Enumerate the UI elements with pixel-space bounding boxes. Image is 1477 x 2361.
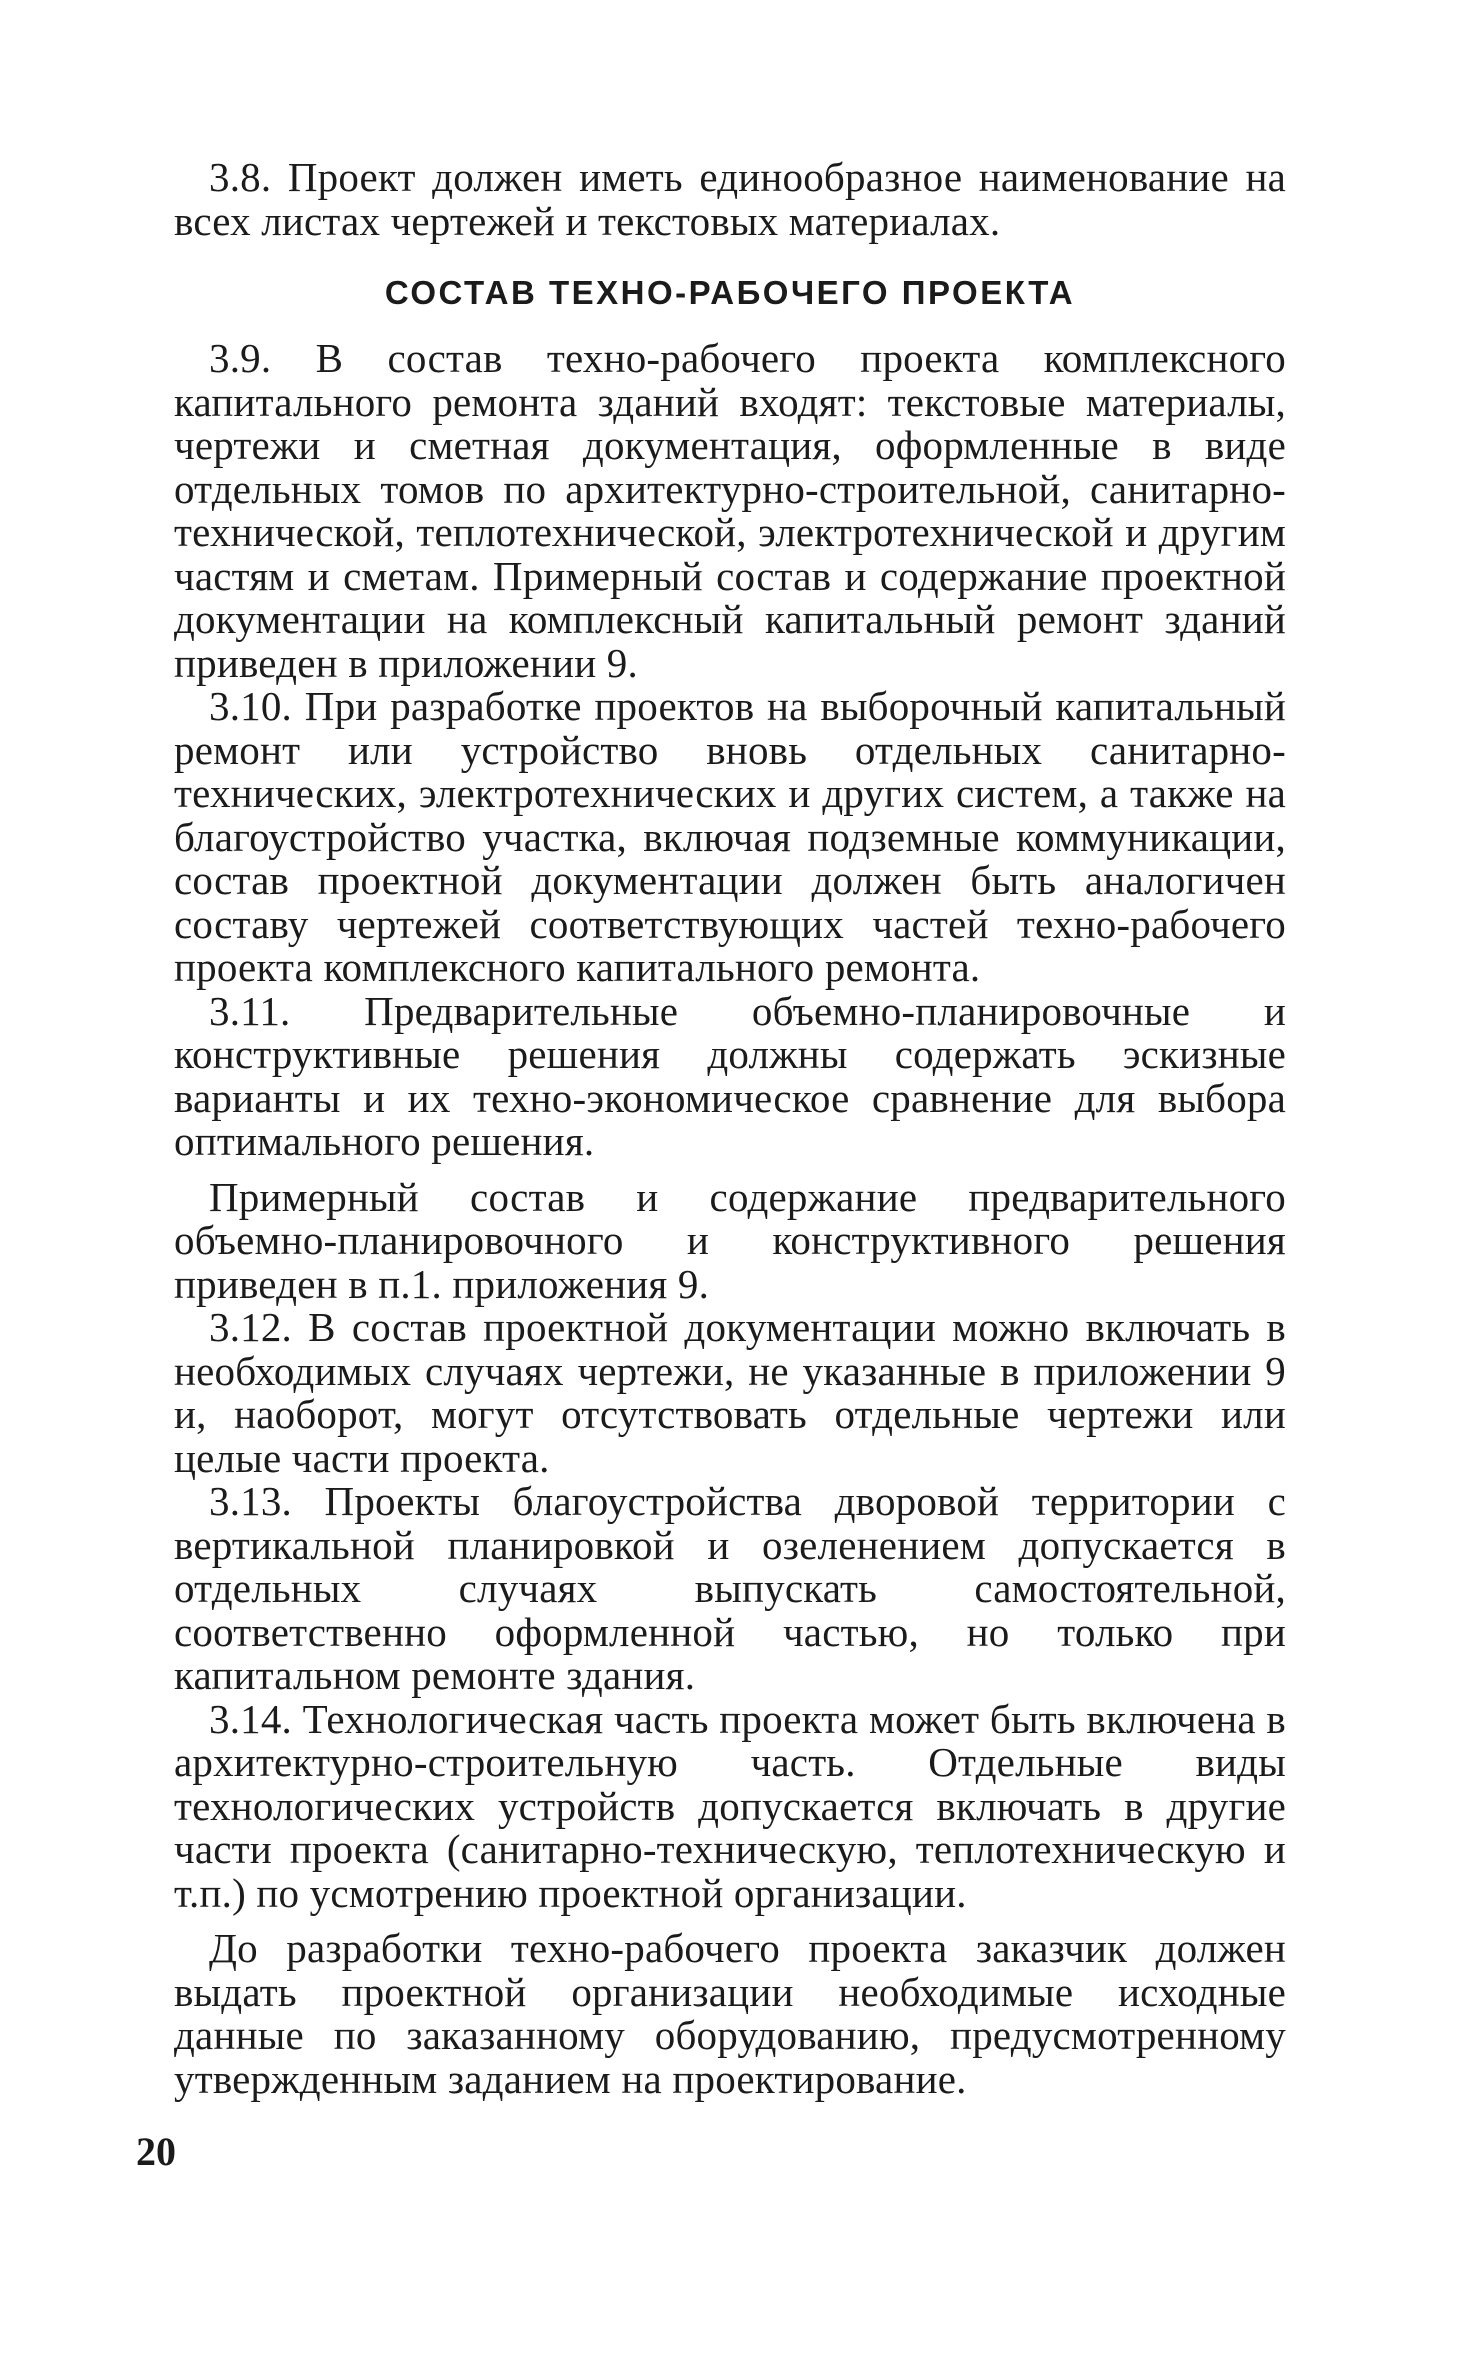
section-heading: СОСТАВ ТЕХНО-РАБОЧЕГО ПРОЕКТА	[384, 274, 1076, 311]
paragraph-3-10: 3.10. При разработке проектов на выборочный капитальный ремонт или устройство вновь отдельных санитарно-технических, электротехнических и других систем, а также на благоустройство участка, включая подземные коммуникации, состав проектной документации должен быть аналогичен составу чертежей соответствующих частей техно-рабочего проекта комплексного капитального ремонта.	[174, 683, 1286, 990]
body-text	[174, 156, 1286, 2101]
paragraph-3-9: 3.9. В состав техно-рабочего проекта комплексного капитального ремонта зданий входят: текстовые материалы, чертежи и сметная документация, оформленные в виде отдельных томов по архитектурно-строительной, санитарно-технической, теплотехнической, электротехнической и другим частям и сметам. Примерный состав и содержание проектной документации на комплексный капитальный ремонт зданий приведен в приложении 9.	[174, 335, 1286, 686]
page-number: 20	[136, 2129, 176, 2174]
paragraph-3-12: 3.12. В состав проектной документации можно включать в необходимых случаях чертежи, не указанные в приложении 9 и, наоборот, могут отсутствовать отдельные чертежи или целые части проекта.	[174, 1304, 1286, 1481]
paragraph-3-8: 3.8. Проект должен иметь единообразное наименование на всех листах чертежей и текстовых материалах.	[174, 154, 1286, 244]
paragraph-3-14-note: До разработки техно-рабочего проекта заказчик должен выдать проектной организации необходимые исходные данные по заказанному оборудованию, предусмотренному утвержденным заданием на проектирование.	[174, 1925, 1286, 2102]
paragraph-3-13: 3.13. Проекты благоустройства дворовой территории с вертикальной планировкой и озеленением допускается в отдельных случаях выпускать самостоятельной, соответственно оформленной частью, но только при капитальном ремонте здания.	[174, 1478, 1286, 1698]
paragraph-3-11: 3.11. Предварительные объемно-планировочные и конструктивные решения должны содержать эскизные варианты и их техно-экономическое сравнение для выбора оптимального решения.	[174, 987, 1286, 1164]
paragraph-3-11-note: Примерный состав и содержание предварительного объемно-планировочного и конструктивного решения приведен в п.1. приложения 9.	[174, 1173, 1286, 1307]
paragraph-3-14: 3.14. Технологическая часть проекта может быть включена в архитектурно-строительную часть. Отдельные виды технологических устройств допускается включать в другие части проекта (санитарно-техническую, теплотехническую и т.п.) по усмотрению проектной организации.	[174, 1695, 1286, 1916]
